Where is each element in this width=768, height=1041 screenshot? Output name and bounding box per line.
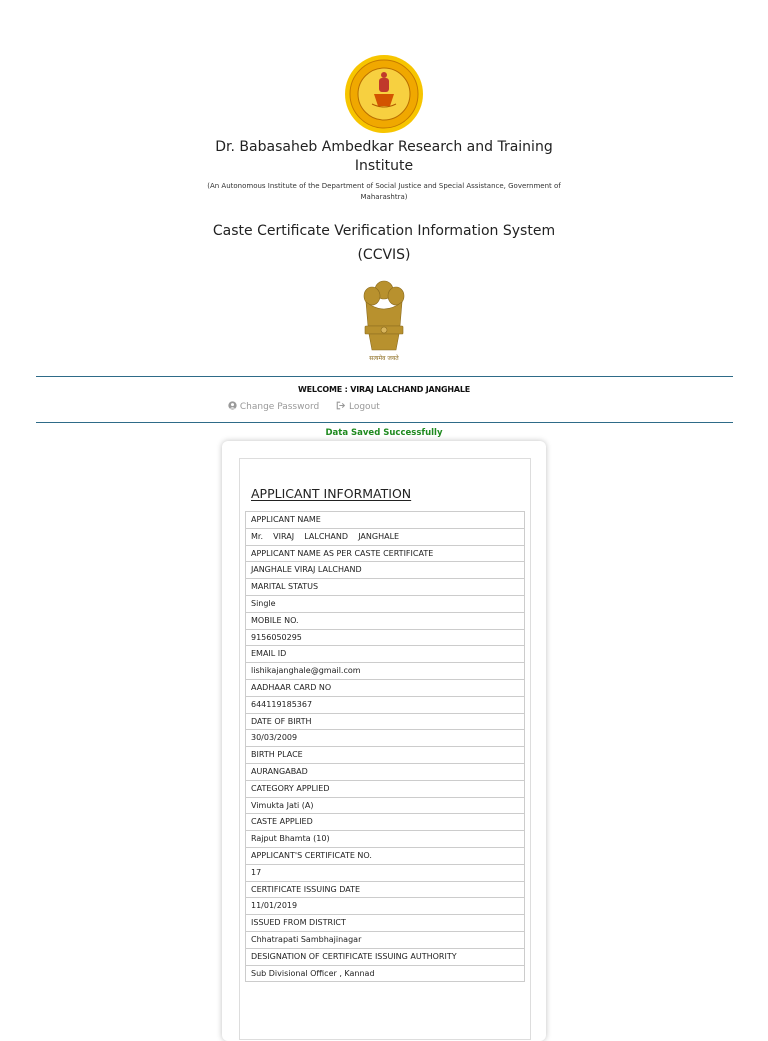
system-name: Caste Certificate Verification Information System (CCVIS)	[212, 223, 556, 263]
field-value: Rajput Bhamta (10)	[246, 831, 525, 848]
emblem-motto: सत्यमेव जयते	[369, 355, 399, 362]
field-label: EMAIL ID	[246, 646, 525, 663]
field-label-row	[246, 948, 525, 965]
change-password-link[interactable]	[228, 402, 322, 412]
field-value-row	[246, 730, 525, 747]
field-label-row	[246, 847, 525, 864]
applicant-card	[222, 441, 546, 1041]
field-label-row	[246, 579, 525, 596]
field-label: APPLICANT'S CERTIFICATE NO.	[246, 847, 525, 864]
applicant-panel	[239, 458, 531, 1040]
user-circle-icon	[228, 401, 237, 410]
field-value: 9156050295	[246, 629, 525, 646]
bottom-divider	[36, 422, 733, 423]
field-label-row	[246, 780, 525, 797]
field-label: DESIGNATION OF CERTIFICATE ISSUING AUTHORITY	[246, 948, 525, 965]
field-label: CASTE APPLIED	[246, 814, 525, 831]
field-label: BIRTH PLACE	[246, 747, 525, 764]
field-label-row	[246, 679, 525, 696]
field-label-row	[246, 545, 525, 562]
welcome-text: WELCOME : VIRAJ LALCHAND JANGHALE	[297, 385, 471, 394]
field-value: Mr. VIRAJ LALCHAND JANGHALE	[246, 528, 525, 545]
logout-link[interactable]	[336, 402, 380, 412]
field-label: CATEGORY APPLIED	[246, 780, 525, 797]
field-label-row	[246, 881, 525, 898]
field-value-row	[246, 696, 525, 713]
field-label-row	[246, 747, 525, 764]
institute-subtitle: (An Autonomous Institute of the Department of Social Justice and Special Assistance, Government of Maharashtra)	[207, 182, 561, 201]
field-label-row	[246, 646, 525, 663]
field-value: lishikajanghale@gmail.com	[246, 663, 525, 680]
success-message: Data Saved Successfully	[325, 428, 443, 438]
field-value-row	[246, 831, 525, 848]
field-value: 644119185367	[246, 696, 525, 713]
field-value: Chhatrapati Sambhajinagar	[246, 931, 525, 948]
field-value: AURANGABAD	[246, 763, 525, 780]
field-label: ISSUED FROM DISTRICT	[246, 915, 525, 932]
field-value: 30/03/2009	[246, 730, 525, 747]
field-value-row	[246, 864, 525, 881]
user-links	[228, 401, 394, 412]
top-divider	[36, 376, 733, 377]
field-value: JANGHALE VIRAJ LALCHAND	[246, 562, 525, 579]
section-title: APPLICANT INFORMATION	[251, 486, 412, 501]
field-value-row	[246, 965, 525, 982]
field-value: Vimukta Jati (A)	[246, 797, 525, 814]
field-value-row	[246, 562, 525, 579]
field-label: APPLICANT NAME	[246, 512, 525, 529]
field-label-row	[246, 713, 525, 730]
field-value: Sub Divisional Officer , Kannad	[246, 965, 525, 982]
field-label: MARITAL STATUS	[246, 579, 525, 596]
field-value-row	[246, 763, 525, 780]
field-value-row	[246, 528, 525, 545]
change-password-label: Change Password	[239, 402, 320, 412]
field-value: 11/01/2019	[246, 898, 525, 915]
field-label-row	[246, 814, 525, 831]
field-value: Single	[246, 595, 525, 612]
logout-label: Logout	[348, 402, 380, 412]
institute-name: Dr. Babasaheb Ambedkar Research and Training Institute	[215, 139, 553, 174]
field-label: CERTIFICATE ISSUING DATE	[246, 881, 525, 898]
maharashtra-seal-logo	[344, 54, 424, 134]
field-value-row	[246, 898, 525, 915]
field-value-row	[246, 931, 525, 948]
applicant-info-table	[245, 511, 525, 982]
field-label: APPLICANT NAME AS PER CASTE CERTIFICATE	[246, 545, 525, 562]
field-value-row	[246, 595, 525, 612]
field-label-row	[246, 915, 525, 932]
field-value: 17	[246, 864, 525, 881]
field-label: AADHAAR CARD NO	[246, 679, 525, 696]
field-value-row	[246, 663, 525, 680]
field-label: DATE OF BIRTH	[246, 713, 525, 730]
national-emblem-logo	[356, 276, 412, 364]
field-label-row	[246, 512, 525, 529]
field-label-row	[246, 612, 525, 629]
field-value-row	[246, 797, 525, 814]
sign-out-icon	[336, 401, 346, 410]
field-label: MOBILE NO.	[246, 612, 525, 629]
field-value-row	[246, 629, 525, 646]
